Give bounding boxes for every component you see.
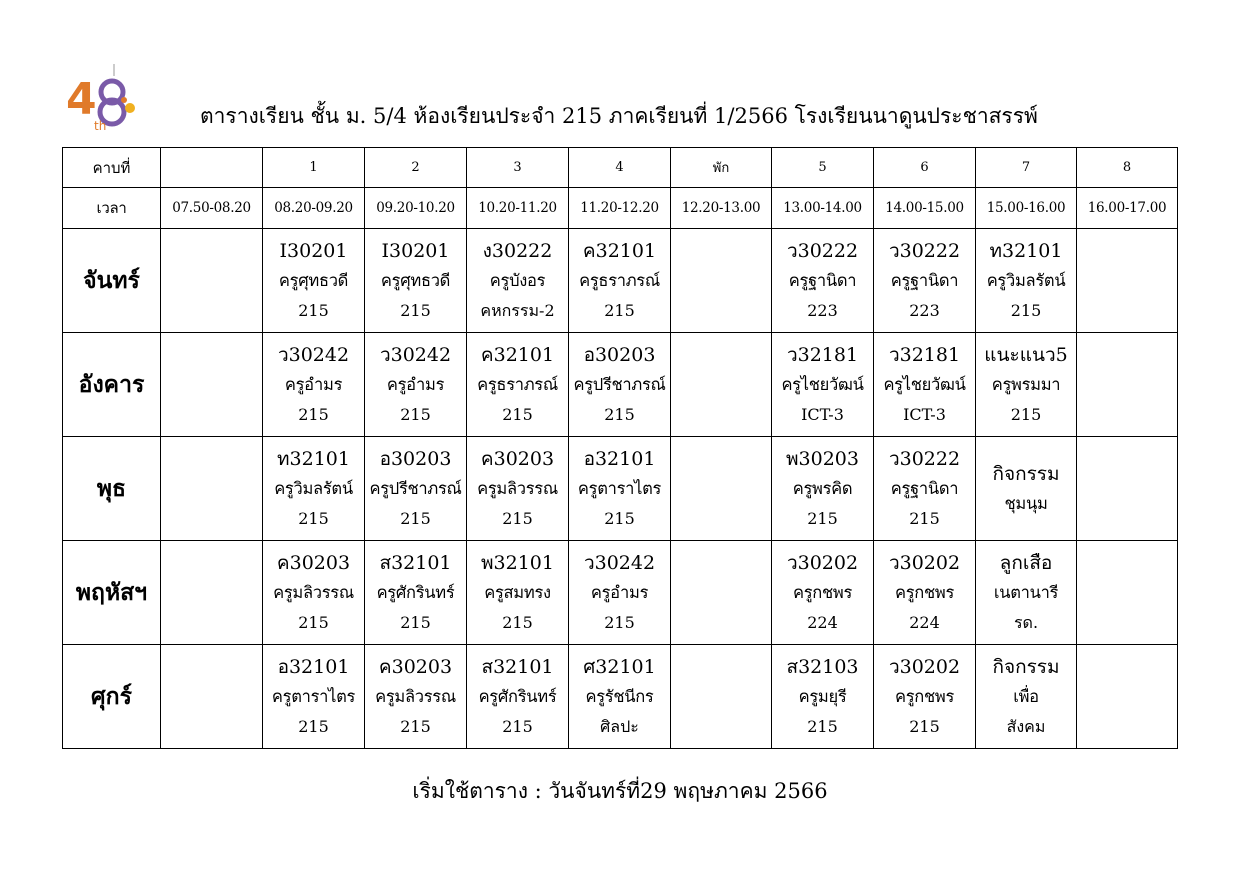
teacher-name: ครูตาราไตร [271, 686, 356, 706]
teacher-name: ครูธราภรณ์ [477, 374, 558, 394]
subject-code: แนะแนว5 [984, 343, 1068, 366]
start-date-note: เริ่มใช้ตาราง : วันจันทร์ที่29 พฤษภาคม 2566 [412, 779, 828, 803]
subject-code: ว30242 [277, 343, 350, 366]
room-label: ศิลปะ [600, 716, 639, 736]
teacher-name: ครูกชพร [894, 686, 955, 706]
class-timetable [62, 147, 1178, 749]
teacher-name: ครูอำมร [590, 582, 649, 602]
class-cell [569, 333, 671, 437]
class-cell [772, 437, 874, 541]
teacher-name: ครูมลิวรรณ [273, 582, 354, 602]
subject-code: พ32101 [481, 551, 554, 574]
room-label: 215 [400, 508, 431, 528]
teacher-name: ครูฐานิดา [890, 478, 959, 498]
room-label: 215 [604, 612, 635, 632]
time-slot-cell: 16.00-17.00 [1077, 188, 1178, 229]
day-row [63, 437, 1178, 541]
teacher-name: ครูอำมร [386, 374, 445, 394]
class-cell [161, 541, 263, 645]
class-cell [874, 437, 976, 541]
time-slot-cell: 09.20-10.20 [365, 188, 467, 229]
room-label: 215 [909, 716, 940, 736]
teacher-name: ครูไชยวัฒน์ [883, 374, 966, 394]
subject-code: อ32101 [583, 447, 656, 470]
day-row [63, 229, 1178, 333]
teacher-name: ครูตาราไตร [577, 478, 662, 498]
day-row [63, 333, 1178, 437]
subject-code: ส32103 [786, 655, 859, 678]
class-cell [467, 541, 569, 645]
day-name: อังคาร [63, 333, 161, 437]
teacher-name: ครูฐานิดา [788, 270, 857, 290]
room-label: 215 [298, 716, 329, 736]
class-cell [263, 541, 365, 645]
teacher-name: ครูศักรินทร์ [376, 582, 455, 602]
room-label: 215 [604, 404, 635, 424]
class-cell [874, 229, 976, 333]
class-cell [263, 333, 365, 437]
subject-code: ท32101 [989, 239, 1063, 262]
class-cell [772, 541, 874, 645]
teacher-name: ครูธราภรณ์ [579, 270, 660, 290]
class-cell [976, 437, 1077, 541]
period-header-cell: 5 [772, 148, 874, 188]
period-header-cell: 8 [1077, 148, 1178, 188]
subject-code: ท32101 [277, 447, 350, 470]
teacher-name: ครูศักรินทร์ [478, 686, 557, 706]
room-label: รด. [1013, 612, 1039, 632]
subject-code: I30201 [279, 239, 348, 262]
class-cell [263, 645, 365, 749]
subject-code: ง30222 [482, 239, 553, 262]
teacher-name: ครูบังอร [489, 270, 546, 290]
time-slot-cell: 11.20-12.20 [569, 188, 671, 229]
room-label: 215 [400, 716, 431, 736]
class-cell [1077, 541, 1178, 645]
class-cell [161, 437, 263, 541]
teacher-name: ครูไชยวัฒน์ [781, 374, 864, 394]
time-slot-cell: 10.20-11.20 [467, 188, 569, 229]
teacher-name: ครูมลิวรรณ [375, 686, 456, 706]
day-name: จันทร์ [63, 229, 161, 333]
room-label: 215 [502, 612, 533, 632]
class-cell [976, 229, 1077, 333]
teacher-name: ครูอำมร [284, 374, 343, 394]
subject-code: ว30242 [583, 551, 656, 574]
room-label: 215 [400, 404, 431, 424]
time-row [63, 188, 1178, 229]
svg-text:th: th [94, 119, 107, 132]
subject-code: อ30203 [583, 343, 656, 366]
subject-code: ค30203 [480, 447, 555, 470]
period-header-cell: 7 [976, 148, 1077, 188]
room-label: 215 [502, 716, 533, 736]
teacher-name: ครูกชพร [894, 582, 955, 602]
teacher-name: เพื่อ [1013, 686, 1039, 706]
day-name: ศุกร์ [63, 645, 161, 749]
subject-code: ว32181 [786, 343, 859, 366]
teacher-name: เนตานารี [993, 582, 1059, 602]
class-cell [772, 333, 874, 437]
teacher-name: ครูพรคิด [792, 478, 853, 498]
time-slot-cell: 07.50-08.20 [161, 188, 263, 229]
subject-code: ว30222 [888, 447, 961, 470]
teacher-name: ครูมลิวรรณ [477, 478, 558, 498]
teacher-name: ครูปรีชาภรณ์ [573, 374, 666, 394]
day-name: พุธ [63, 437, 161, 541]
subject-code: ค32101 [582, 239, 657, 262]
class-cell [1077, 437, 1178, 541]
class-cell [772, 645, 874, 749]
subject-code: กิจกรรม [992, 655, 1060, 678]
time-slot-cell: 15.00-16.00 [976, 188, 1077, 229]
period-header-cell: 1 [263, 148, 365, 188]
teacher-name: ชุมนุม [1004, 493, 1048, 513]
day-row [63, 541, 1178, 645]
subject-code: อ30203 [379, 447, 452, 470]
class-cell [365, 229, 467, 333]
room-label: ICT-3 [801, 404, 844, 424]
teacher-name: ครูกชพร [792, 582, 853, 602]
teacher-name: ครูสมทรง [484, 582, 551, 602]
subject-code: I30201 [381, 239, 450, 262]
teacher-name: ครูวิมลรัตน์ [986, 270, 1066, 290]
class-cell [467, 229, 569, 333]
teacher-name: ครูฐานิดา [890, 270, 959, 290]
subject-code: ว30202 [888, 655, 961, 678]
subject-code: ค30203 [378, 655, 453, 678]
period-header-cell: 4 [569, 148, 671, 188]
day-row [63, 645, 1178, 749]
subject-code: ค30203 [276, 551, 351, 574]
period-header-cell: พัก [671, 148, 772, 188]
room-label: 215 [604, 508, 635, 528]
period-header-cell: 6 [874, 148, 976, 188]
class-cell [467, 437, 569, 541]
class-cell [671, 541, 772, 645]
schedule-title: ตารางเรียน ชั้น ม. 5/4 ห้องเรียนประจำ 215 ภาคเรียนที่ 1/2566 โรงเรียนนาดูนประชาสรรพ์ [200, 104, 1038, 128]
room-label: 223 [909, 300, 940, 320]
class-cell [569, 437, 671, 541]
class-cell [263, 437, 365, 541]
room-label: 215 [502, 508, 533, 528]
class-cell [874, 645, 976, 749]
class-cell [671, 333, 772, 437]
teacher-name: ครูศุทธวดี [278, 270, 349, 290]
class-cell [569, 541, 671, 645]
school-48th-logo [64, 62, 142, 132]
room-label: 215 [298, 612, 329, 632]
class-cell [365, 645, 467, 749]
teacher-name: ครูพรมมา [991, 374, 1061, 394]
room-label: สังคม [1006, 716, 1046, 736]
class-cell [874, 333, 976, 437]
period-header-cell [161, 148, 263, 188]
teacher-name: ครูศุทธวดี [380, 270, 451, 290]
period-header-cell: 3 [467, 148, 569, 188]
room-label: 215 [807, 716, 838, 736]
subject-code: ลูกเสือ [999, 551, 1053, 574]
time-label: เวลา [63, 188, 161, 229]
subject-code: ส32101 [481, 655, 554, 678]
room-label: 215 [1010, 404, 1042, 424]
class-cell [467, 333, 569, 437]
teacher-name: ครูมยุรี [798, 686, 847, 706]
class-cell [467, 645, 569, 749]
room-label: 223 [807, 300, 838, 320]
room-label: ICT-3 [903, 404, 946, 424]
class-cell [874, 541, 976, 645]
class-cell [569, 229, 671, 333]
subject-code: ว30222 [888, 239, 961, 262]
subject-code: ส32101 [379, 551, 452, 574]
period-label: คาบที่ [63, 148, 161, 188]
room-label: 224 [909, 612, 940, 632]
period-header-row [63, 148, 1178, 188]
subject-code: ว30202 [786, 551, 859, 574]
class-cell [1077, 645, 1178, 749]
class-cell [976, 541, 1077, 645]
time-slot-cell: 08.20-09.20 [263, 188, 365, 229]
subject-code: ว30202 [888, 551, 961, 574]
room-label: 215 [400, 300, 431, 320]
class-cell [1077, 333, 1178, 437]
room-label: 215 [604, 300, 635, 320]
teacher-name: ครูวิมลรัตน์ [274, 478, 353, 498]
room-label: 215 [298, 300, 329, 320]
class-cell [671, 437, 772, 541]
room-label: 215 [298, 508, 329, 528]
room-label: 215 [298, 404, 329, 424]
class-cell [161, 645, 263, 749]
room-label: คหกรรม-2 [480, 300, 555, 320]
period-header-cell: 2 [365, 148, 467, 188]
room-label: 215 [1010, 300, 1042, 320]
class-cell [365, 437, 467, 541]
time-slot-cell: 14.00-15.00 [874, 188, 976, 229]
room-label: 215 [909, 508, 940, 528]
teacher-name: ครูปรีชาภรณ์ [369, 478, 462, 498]
class-cell [161, 333, 263, 437]
class-cell [1077, 229, 1178, 333]
subject-code: ศ32101 [583, 655, 656, 678]
class-cell [365, 541, 467, 645]
subject-code: ค32101 [480, 343, 555, 366]
room-label: 215 [502, 404, 533, 424]
subject-code: พ30203 [786, 447, 859, 470]
teacher-name: ครูรัชนีกร [585, 686, 654, 706]
subject-code: อ32101 [277, 655, 350, 678]
svg-text:4: 4 [66, 74, 97, 125]
subject-code: ว30222 [786, 239, 859, 262]
class-cell [365, 333, 467, 437]
time-slot-cell: 13.00-14.00 [772, 188, 874, 229]
day-name: พฤหัสฯ [63, 541, 161, 645]
class-cell [161, 229, 263, 333]
time-slot-cell: 12.20-13.00 [671, 188, 772, 229]
class-cell [671, 229, 772, 333]
room-label: 215 [807, 508, 838, 528]
subject-code: ว32181 [888, 343, 961, 366]
class-cell [671, 645, 772, 749]
class-cell [263, 229, 365, 333]
subject-code: ว30242 [379, 343, 452, 366]
class-cell [976, 333, 1077, 437]
class-cell [976, 645, 1077, 749]
subject-code: กิจกรรม [992, 462, 1060, 485]
class-cell [772, 229, 874, 333]
class-cell [569, 645, 671, 749]
room-label: 224 [807, 612, 838, 632]
room-label: 215 [400, 612, 431, 632]
